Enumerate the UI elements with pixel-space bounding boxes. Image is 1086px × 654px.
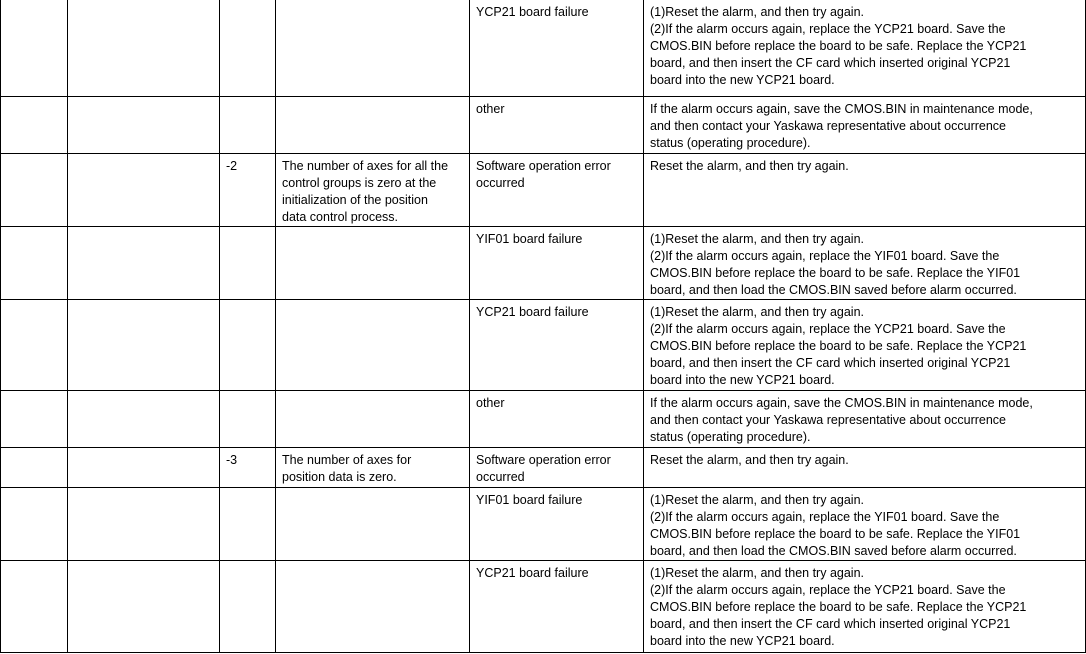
remedy-cell: (1)Reset the alarm, and then try again. (2)If the alarm occurs again, replace the YIF01 board. Save the CMOS.BIN before replace the board to be safe. Replace the YIF01 board, and then load the CMOS.BIN saved before alarm occurred. [644, 226, 1086, 299]
table-row [1, 390, 1086, 447]
alarm-name-cell [68, 487, 220, 560]
remedy-cell: (1)Reset the alarm, and then try again. (2)If the alarm occurs again, replace the YCP21 board. Save the CMOS.BIN before replace the board to be safe. Replace the YCP21 board, and then insert the CF card which inserted original YCP21 board into the new YCP21 board. [644, 560, 1086, 652]
cause-cell [276, 299, 470, 390]
cause-cell [276, 0, 470, 96]
factor-cell: YIF01 board failure [470, 226, 644, 299]
cause-cell: The number of axes for all the control groups is zero at the initialization of the position data control process. [276, 153, 470, 226]
alarm-name-cell [68, 226, 220, 299]
factor-cell: other [470, 96, 644, 153]
sub-code-cell [220, 226, 276, 299]
factor-cell: Software operation error occurred [470, 447, 644, 487]
cause-cell [276, 390, 470, 447]
alarm-number-cell [1, 96, 68, 153]
alarm-number-cell [1, 153, 68, 226]
alarm-name-cell [68, 390, 220, 447]
remedy-cell: Reset the alarm, and then try again. [644, 153, 1086, 226]
sub-code-cell: -2 [220, 153, 276, 226]
factor-cell: other [470, 390, 644, 447]
remedy-cell: If the alarm occurs again, save the CMOS.BIN in maintenance mode, and then contact your Yaskawa representative about occurrence status (operating procedure). [644, 390, 1086, 447]
sub-code-cell: -3 [220, 447, 276, 487]
factor-cell: YIF01 board failure [470, 487, 644, 560]
table-row [1, 447, 1086, 487]
table-row [1, 96, 1086, 153]
alarm-name-cell [68, 96, 220, 153]
alarm-name-cell [68, 560, 220, 652]
sub-code-cell [220, 299, 276, 390]
alarm-number-cell [1, 226, 68, 299]
remedy-cell: Reset the alarm, and then try again. [644, 447, 1086, 487]
table-row [1, 0, 1086, 96]
cause-cell [276, 560, 470, 652]
cause-cell [276, 96, 470, 153]
alarm-name-cell [68, 153, 220, 226]
table-row [1, 299, 1086, 390]
remedy-cell: (1)Reset the alarm, and then try again. (2)If the alarm occurs again, replace the YCP21 board. Save the CMOS.BIN before replace the board to be safe. Replace the YCP21 board, and then insert the CF card which inserted original YCP21 board into the new YCP21 board. [644, 299, 1086, 390]
remedy-cell: (1)Reset the alarm, and then try again. (2)If the alarm occurs again, replace the YCP21 board. Save the CMOS.BIN before replace the board to be safe. Replace the YCP21 board, and then insert the CF card which inserted original YCP21 board into the new YCP21 board. [644, 0, 1086, 96]
alarm-number-cell [1, 0, 68, 96]
factor-cell: YCP21 board failure [470, 299, 644, 390]
factor-cell: Software operation error occurred [470, 153, 644, 226]
alarm-number-cell [1, 487, 68, 560]
sub-code-cell [220, 390, 276, 447]
sub-code-cell [220, 560, 276, 652]
remedy-cell: If the alarm occurs again, save the CMOS.BIN in maintenance mode, and then contact your Yaskawa representative about occurrence status (operating procedure). [644, 96, 1086, 153]
alarm-name-cell [68, 0, 220, 96]
table-row [1, 560, 1086, 652]
table-row [1, 153, 1086, 226]
sub-code-cell [220, 0, 276, 96]
alarm-name-cell [68, 447, 220, 487]
alarm-name-cell [68, 299, 220, 390]
cause-cell [276, 226, 470, 299]
factor-cell: YCP21 board failure [470, 560, 644, 652]
cause-cell: The number of axes for position data is zero. [276, 447, 470, 487]
sub-code-cell [220, 96, 276, 153]
factor-cell: YCP21 board failure [470, 0, 644, 96]
alarm-number-cell [1, 390, 68, 447]
cause-cell [276, 487, 470, 560]
remedy-cell: (1)Reset the alarm, and then try again. (2)If the alarm occurs again, replace the YIF01 board. Save the CMOS.BIN before replace the board to be safe. Replace the YIF01 board, and then load the CMOS.BIN saved before alarm occurred. [644, 487, 1086, 560]
table-row [1, 487, 1086, 560]
alarm-number-cell [1, 299, 68, 390]
table-row [1, 226, 1086, 299]
sub-code-cell [220, 487, 276, 560]
alarm-number-cell [1, 447, 68, 487]
alarm-number-cell [1, 560, 68, 652]
